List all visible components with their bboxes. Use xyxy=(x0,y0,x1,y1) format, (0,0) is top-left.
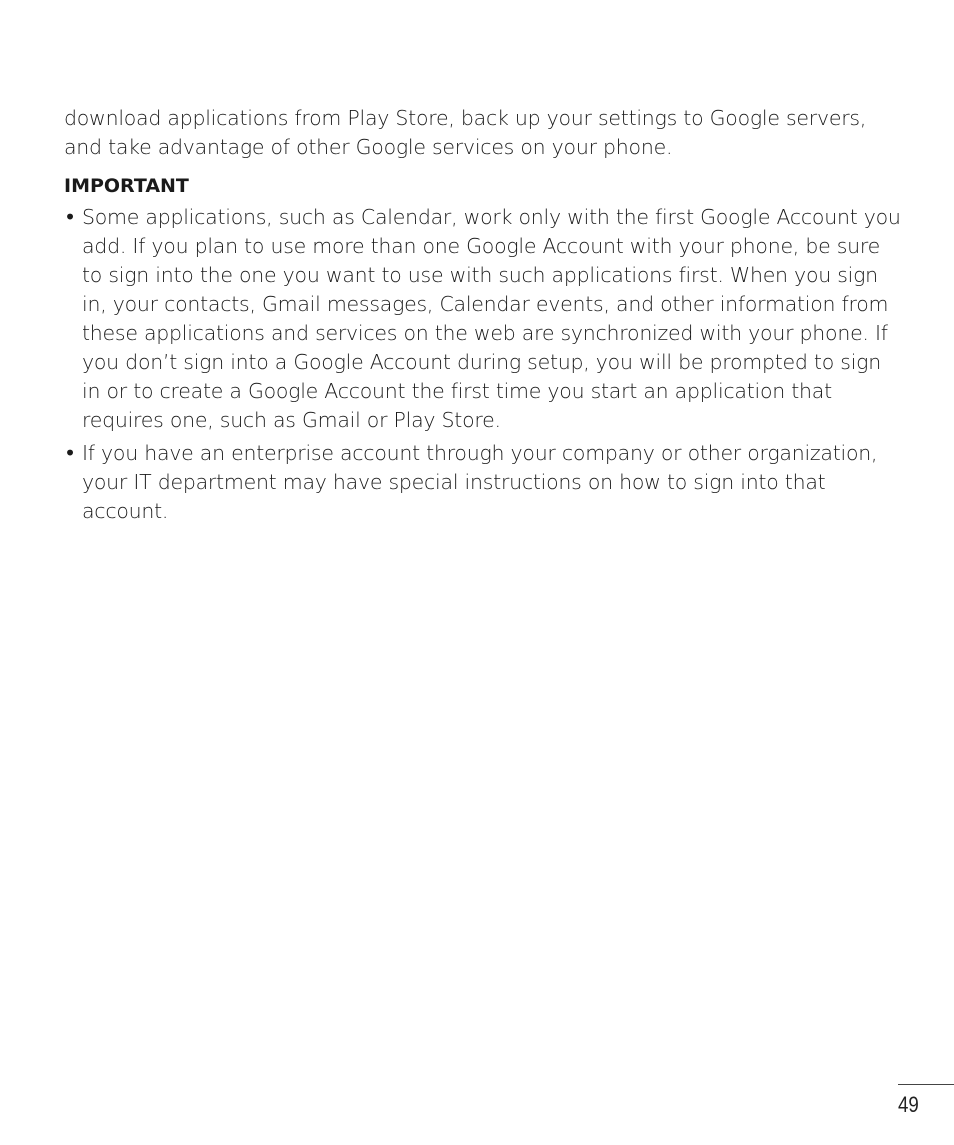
list-item xyxy=(64,203,904,435)
bullet-icon: • xyxy=(64,205,77,229)
page-number-rule xyxy=(898,1084,954,1085)
page-number: 49 xyxy=(898,1092,919,1117)
list-item xyxy=(64,439,904,526)
intro-paragraph: download applications from Play Store, back up your settings to Google servers, and take advantage of other Google services on your phone. xyxy=(64,106,867,159)
page-content xyxy=(64,104,904,530)
important-list xyxy=(64,203,904,526)
important-heading: IMPORTANT xyxy=(64,175,189,197)
bullet-icon: • xyxy=(64,441,77,465)
list-item-text: If you have an enterprise account through your company or other organization, your IT department may have special instructions on how to sign into that account. xyxy=(82,441,878,523)
list-item-text: Some applications, such as Calendar, work only with the first Google Account you add. If you plan to use more than one Google Account with your phone, be sure to sign into the one you want to use with such applications first. When you sign in, your contacts, Gmail messages, Calendar events, and other information from these applications and services on the web are synchronized with your phone. If you don’t sign into a Google Account during setup, you will be prompted to sign in or to create a Google Account the first time you start an application that requires one, such as Gmail or Play Store. xyxy=(82,205,901,432)
